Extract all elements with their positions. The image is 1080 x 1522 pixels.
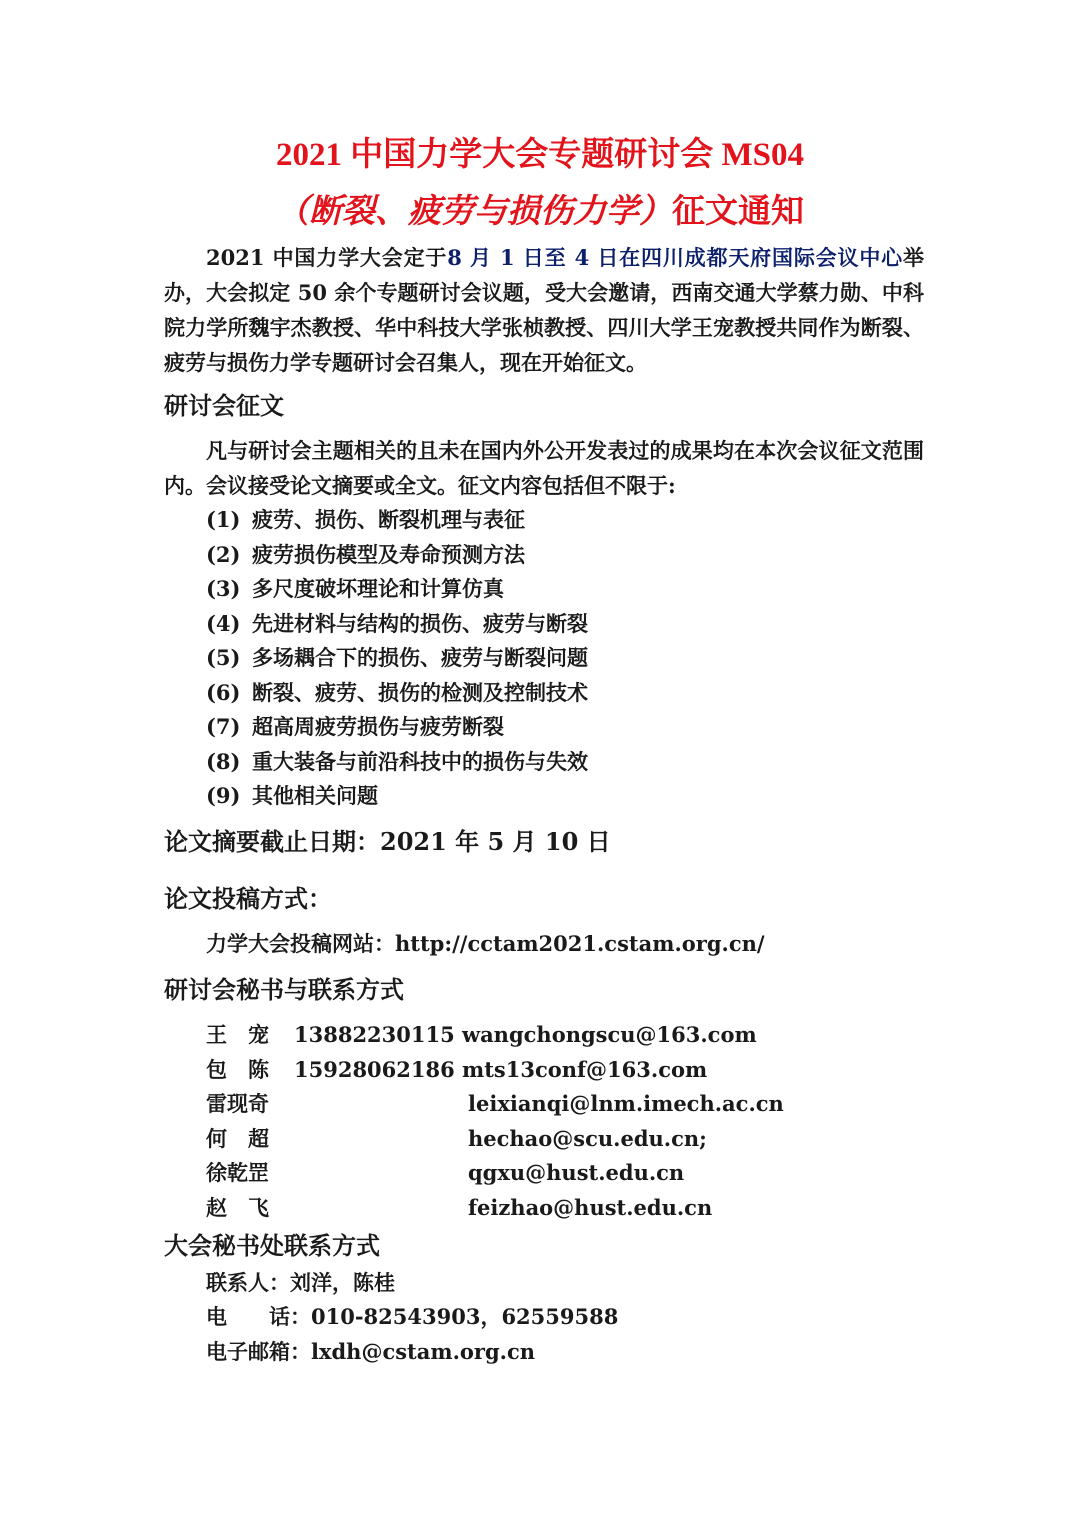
list-item: (3) 多尺度破坏理论和计算仿真	[206, 576, 504, 601]
contact-row: 王 宠 13882230115 wangchongscu@163.com	[206, 1022, 757, 1047]
list-item: (6) 断裂、疲劳、损伤的检测及控制技术	[206, 679, 588, 705]
title-suffix: 征文通知	[672, 191, 804, 230]
secretary-contact-list	[206, 1018, 806, 1225]
list-item: (5) 多场耦合下的损伤、疲劳与断裂问题	[206, 645, 588, 670]
title-line-1: 2021 中国力学大会专题研讨会 MS04	[276, 137, 804, 173]
office-heading: 大会秘书处联系方式	[164, 1231, 380, 1260]
call-heading: 研讨会征文	[164, 391, 284, 420]
submission-heading: 论文投稿方式：	[164, 884, 332, 913]
list-item: (2) 疲劳损伤模型及寿命预测方法	[206, 541, 525, 567]
deadline-heading: 论文摘要截止日期：2021 年 5 月 10 日	[164, 827, 611, 856]
office-contact-person: 联系人：刘洋，陈桂	[206, 1270, 395, 1295]
submission-website: 力学大会投稿网站：http://cctam2021.cstam.org.cn/	[206, 931, 765, 956]
contact-row: 包 陈 15928062186 mts13conf@163.com	[206, 1056, 708, 1082]
topic-list	[206, 503, 588, 814]
contact-row: 赵 飞 feizhao@hust.edu.cn	[206, 1194, 713, 1220]
list-item: (7) 超高周疲劳损伤与疲劳断裂	[206, 714, 504, 739]
title-topic: （断裂、疲劳与损伤力学）	[276, 191, 672, 230]
office-phone: 电 话：010-82543903，62559588	[206, 1304, 619, 1329]
contact-row: 雷现奇 leixianqi@lnm.imech.ac.cn	[206, 1091, 784, 1116]
list-item: (4) 先进材料与结构的损伤、疲劳与断裂	[206, 610, 588, 636]
contact-row: 徐乾罡 qgxu@hust.edu.cn	[206, 1160, 685, 1185]
intro-part-1: 2021 中国力学大会定于	[206, 245, 448, 270]
intro-part-2: 举办，大会拟定 50 余个专题研讨会议题，受大会邀请，西南交通大学蔡力勋、中科院力学所魏宇杰教授、华中科技大学张桢教授、四川大学王宠教授共同作为断裂、疲劳与损伤力学专题研讨会召集人，现在开始征文。	[164, 245, 924, 375]
title-line-2	[0, 188, 1080, 234]
contact-row: 何 超 hechao@scu.edu.cn;	[206, 1125, 707, 1151]
call-paragraph: 凡与研讨会主题相关的且未在国内外公开发表过的成果均在本次会议征文范围内。会议接受论文摘要或全文。征文内容包括但不限于:	[164, 438, 924, 498]
list-item: (9) 其他相关问题	[206, 783, 378, 808]
intro-highlight: 8 月 1 日至 4 日在四川成都天府国际会议中心	[447, 245, 903, 270]
list-item: (8) 重大装备与前沿科技中的损伤与失效	[206, 748, 588, 774]
intro-paragraph	[164, 240, 924, 380]
list-item: (1) 疲劳、损伤、断裂机理与表征	[206, 507, 525, 532]
office-email: 电子邮箱：lxdh@cstam.org.cn	[206, 1339, 536, 1364]
secretaries-heading: 研讨会秘书与联系方式	[164, 975, 404, 1004]
